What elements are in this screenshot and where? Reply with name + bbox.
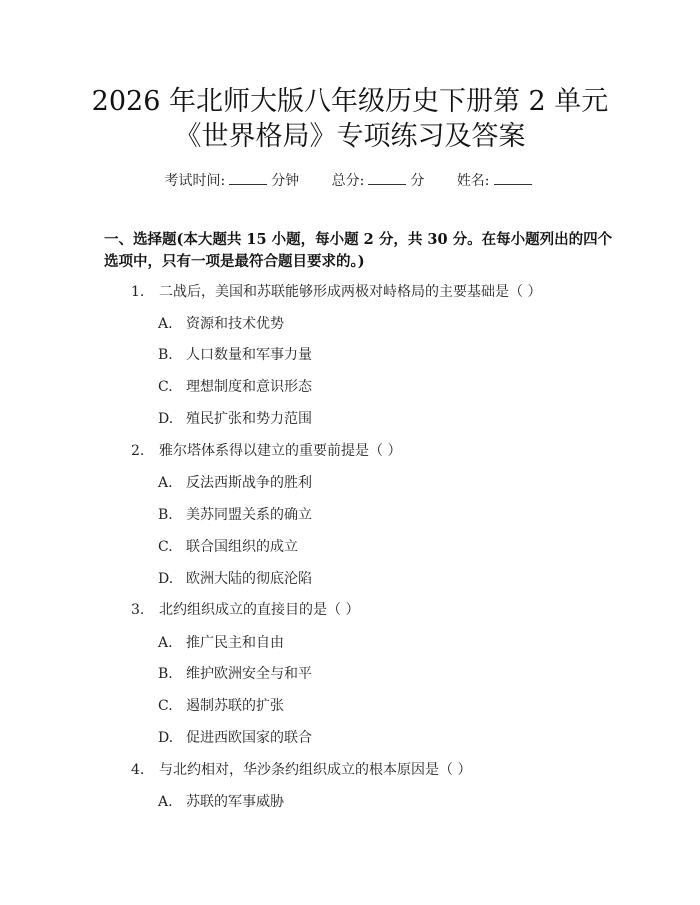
option-text: 欧洲大陆的彻底沦陷 [186,571,312,587]
question-number: 4. [131,762,145,778]
option-2a [158,474,312,492]
option-text: 反法西斯战争的胜利 [186,475,312,491]
question-1 [131,283,541,301]
option-letter: B. [158,347,173,363]
total-score-label: 总分: [331,173,365,189]
question-text: 二战后，美国和苏联能够形成两极对峙格局的主要基础是（ ） [159,284,542,300]
option-text: 人口数量和军事力量 [186,347,312,363]
option-text: 殖民扩张和势力范围 [186,411,312,427]
total-score-field [332,170,425,190]
option-text: 维护欧洲安全与和平 [186,666,312,682]
option-3c [158,697,284,715]
option-letter: A. [158,316,173,332]
option-1a [158,315,284,333]
option-text: 美苏同盟关系的确立 [186,507,312,523]
student-name-label: 姓名: [456,173,490,189]
exam-time-field [164,170,299,190]
option-letter: A. [158,794,173,810]
option-text: 资源和技术优势 [186,316,284,332]
exam-info-line [0,170,700,190]
option-2b [158,506,312,524]
option-4a [158,793,284,811]
option-3d [158,729,312,747]
option-letter: A. [158,635,173,651]
option-1c [158,378,312,396]
option-letter: D. [158,411,174,427]
option-text: 理想制度和意识形态 [186,379,312,395]
option-letter: C. [158,539,173,555]
option-2d [158,570,312,588]
option-3a [158,634,284,652]
question-number: 3. [131,602,145,618]
option-letter: D. [158,571,174,587]
question-2 [131,442,401,460]
option-letter: C. [158,379,173,395]
option-text: 苏联的军事威胁 [186,794,284,810]
option-2c [158,538,298,556]
question-text: 雅尔塔体系得以建立的重要前提是（ ） [159,443,402,459]
option-letter: C. [158,698,173,714]
option-letter: D. [158,730,174,746]
student-name-blank [494,172,532,185]
document-title-line-1: 2026 年北师大版八年级历史下册第 2 单元 [91,86,609,117]
option-text: 联合国组织的成立 [186,539,298,555]
question-number: 2. [131,443,145,459]
question-3 [131,601,359,619]
exam-time-blank [229,172,267,185]
total-score-blank [368,172,406,185]
option-1d [158,410,312,428]
option-text: 促进西欧国家的联合 [186,730,312,746]
total-score-unit: 分 [410,173,425,189]
exam-time-label: 考试时间: [164,173,226,189]
question-text: 与北约相对，华沙条约组织成立的根本原因是（ ） [159,762,472,778]
document-title-line-2: 《世界格局》专项练习及答案 [174,121,526,152]
question-text: 北约组织成立的直接目的是（ ） [159,602,360,618]
option-text: 推广民主和自由 [186,635,284,651]
option-text: 遏制苏联的扩张 [186,698,284,714]
option-3b [158,665,312,683]
exam-time-unit: 分钟 [271,173,300,189]
section-heading: 一、选择题(本大题共 15 小题，每小题 2 分，共 30 分。在每小题列出的四个选项中，只有一项是最符合题目要求的。) [104,231,613,270]
student-name-field [457,170,536,190]
question-4 [131,761,471,779]
option-1b [158,346,312,364]
question-number: 1. [131,284,145,300]
option-letter: B. [158,507,173,523]
option-letter: B. [158,666,173,682]
option-letter: A. [158,475,173,491]
